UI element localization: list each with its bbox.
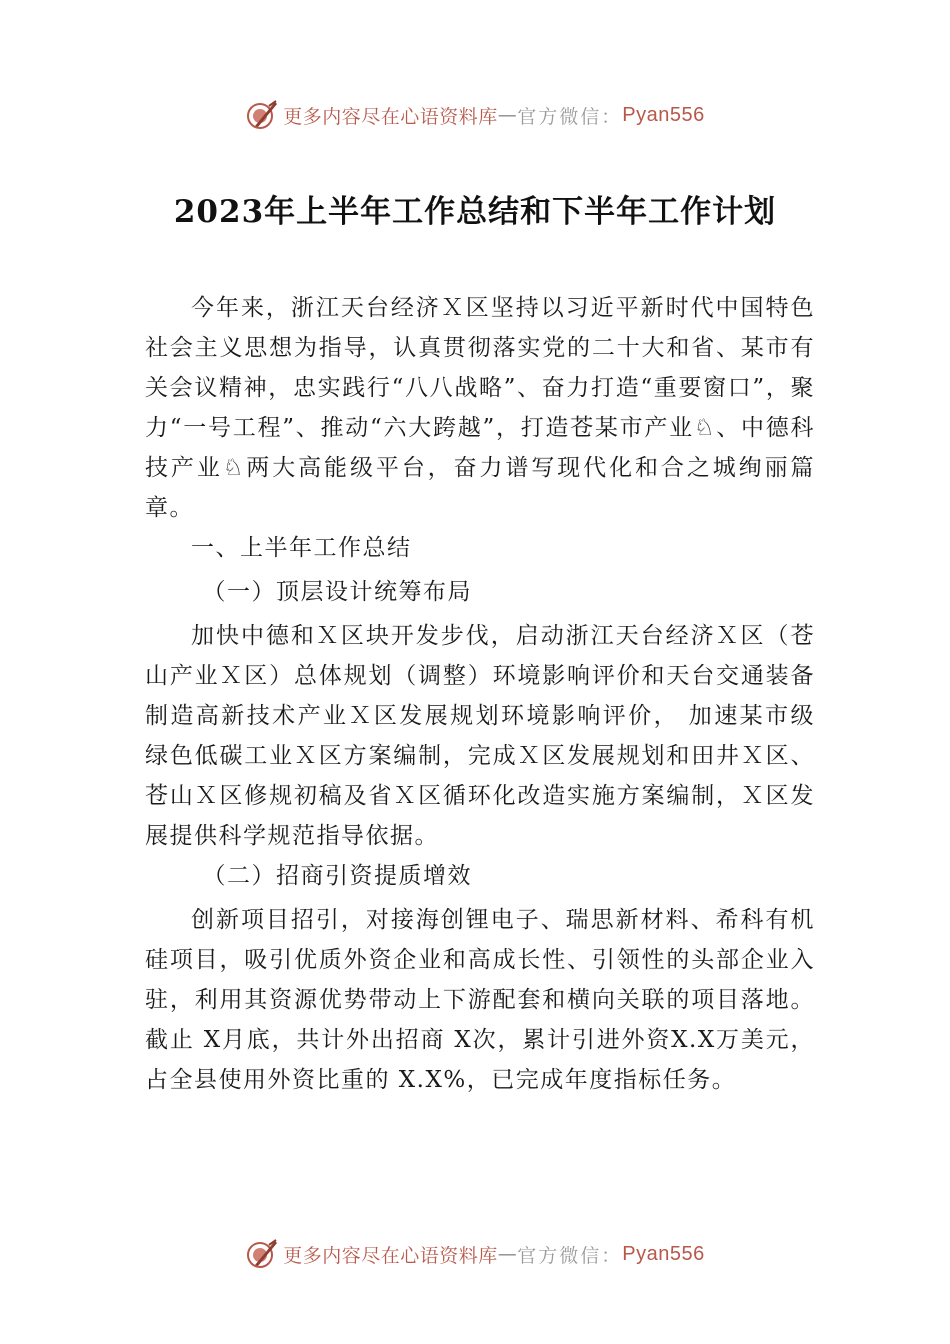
watermark-wechat-label: 官方微信： [517,1244,623,1267]
subsection-heading-2: （二）招商引资提质增效 [202,863,472,889]
watermark-separator: — [497,1243,518,1265]
subsection-body-1: 加快中德和Ｘ区块开发步伐，启动浙江天台经济Ｘ区（苍山产业Ｘ区）总体规划（调整）环境影响评价和天台交通装备制造高新技术产业Ｘ区发展规划环境影响评价， 加速某市级绿色低碳工业Ｘ区方案编制，完成Ｘ区发展规划和田井Ｘ区、苍山Ｘ区修规初稿及省Ｘ区循环化改造实施方案编制，Ｘ区发展提供科学规范指导依据。 [145,623,815,849]
watermark-account: Pyan556 [622,103,705,126]
section-heading-1: 一、上半年工作总结 [191,535,412,561]
footer-watermark [0,1234,950,1274]
document-body [145,288,815,1100]
watermark-brand: 更多内容尽在心语资料库 [283,105,498,128]
watermark-wechat-label: 官方微信： [517,105,623,128]
quill-seal-icon [245,98,279,132]
intro-paragraph: 今年来，浙江天台经济Ｘ区坚持以习近平新时代中国特色社会主义思想为指导，认真贯彻落实党的二十大和省、某市有关会议精神，忠实践行“八八战略”、奋力打造“重要窗口”，聚力“一号工程”、推动“六大跨越”，打造苍某市产业♘、中德科技产业♘两大高能级平台，奋力谱写现代化和合之城绚丽篇章。 [145,295,815,521]
watermark-separator: — [497,104,518,126]
subsection-body-2: 创新项目招引，对接海创锂电子、瑞思新材料、希科有机硅项目，吸引优质外资企业和高成长性、引领性的头部企业入驻，利用其资源优势带动上下游配套和横向关联的项目落地。截止 X月底，共计外出招商 X次，累计引进外资X.X万美元，占全县使用外资比重的 X.X%，已完成年度指标任务。 [145,907,815,1093]
header-watermark [0,95,950,135]
watermark-account: Pyan556 [622,1242,705,1265]
subsection-heading-1: （一）顶层设计统筹布局 [202,579,472,605]
document-title: 2023年上半年工作总结和下半年工作计划 [173,194,777,230]
quill-seal-icon [245,1237,279,1271]
watermark-brand: 更多内容尽在心语资料库 [283,1244,498,1267]
